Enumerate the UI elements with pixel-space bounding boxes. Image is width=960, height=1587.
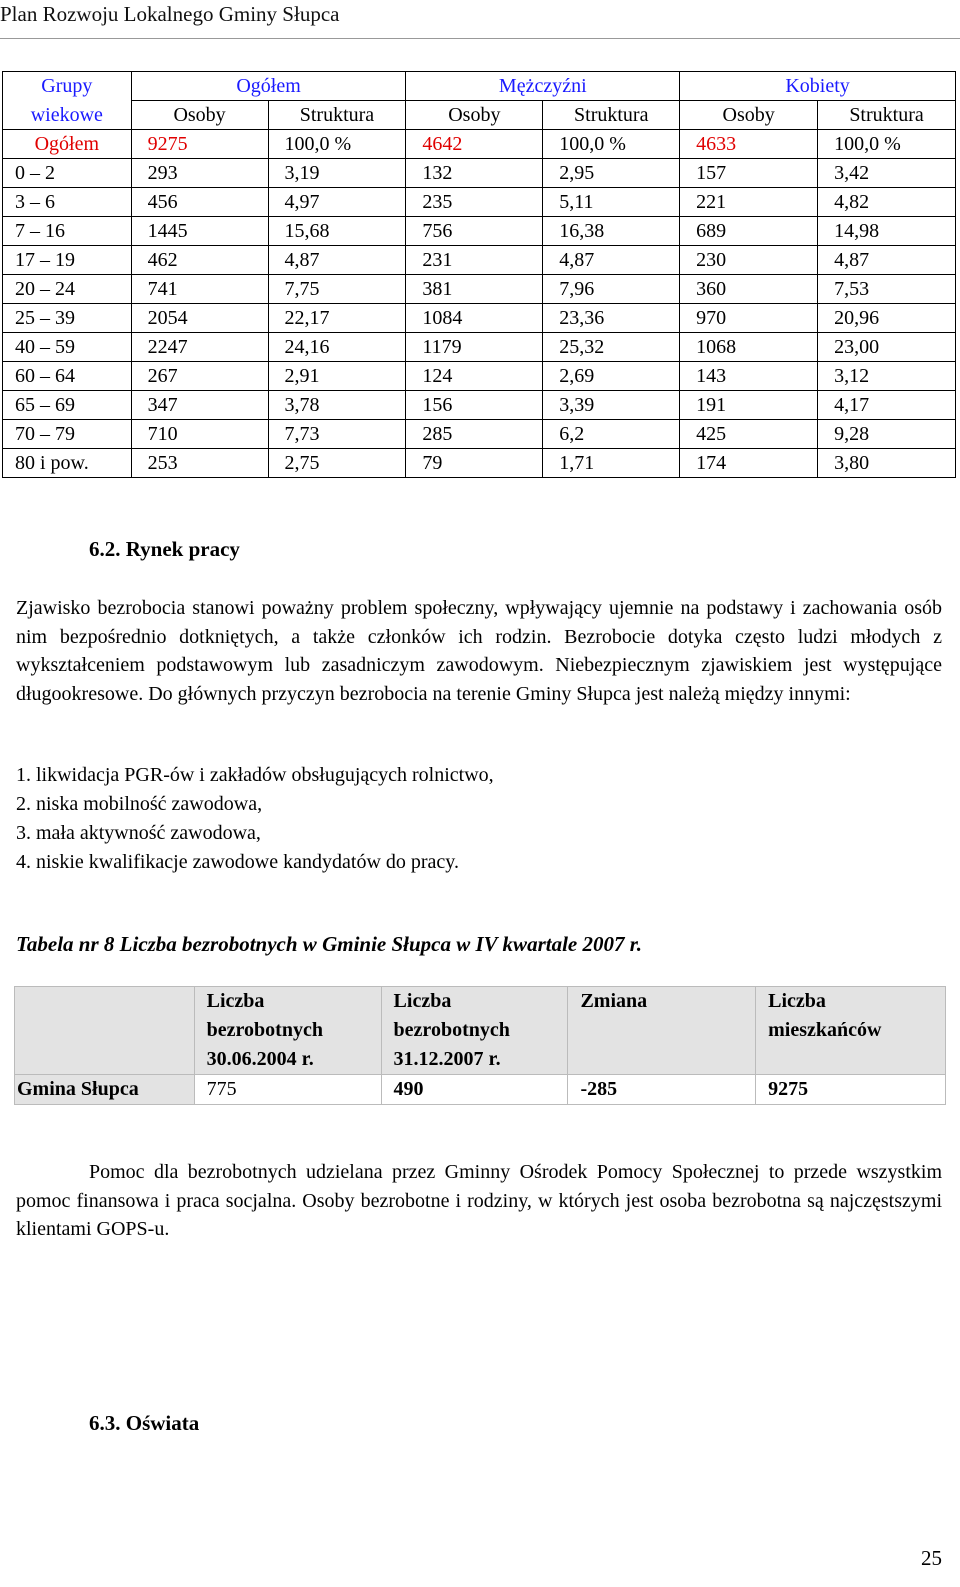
table-cell: 285 bbox=[406, 420, 543, 449]
header-cell: Struktura bbox=[818, 101, 956, 130]
list-item: 1. likwidacja PGR-ów i zakładów obsługujących rolnictwo, bbox=[16, 764, 494, 786]
table-cell: 7,75 bbox=[268, 275, 406, 304]
table-row bbox=[3, 449, 956, 478]
table-cell: 2247 bbox=[131, 333, 268, 362]
unemployment-paragraph: Zjawisko bezrobocia stanowi poważny problem społeczny, wpływający ujemnie na podstawy i zachowania osób nim bezpośrednio dotkniętych, a także członków ich rodzin. Bezrobocie dotyka często ludzi młodych z wykształceniem podstawowym lub zasadniczym zawodowym. Niebezpiecznym zjawiskiem jest występujące długookresowe. Do głównych przyczyn bezrobocia na terenie Gminy Słupca jest należą między innymi: bbox=[16, 597, 942, 705]
header-cell bbox=[15, 987, 195, 1075]
table-cell: 3,12 bbox=[818, 362, 956, 391]
causes-list bbox=[16, 761, 494, 877]
table-cell: 22,17 bbox=[268, 304, 406, 333]
table-cell: 7,96 bbox=[543, 275, 680, 304]
table-header-row-2 bbox=[3, 101, 956, 130]
table-cell: 157 bbox=[680, 159, 818, 188]
table-cell: 1445 bbox=[131, 217, 268, 246]
header-cell: Grupy bbox=[3, 72, 132, 101]
table-cell: 79 bbox=[406, 449, 543, 478]
table-cell: 24,16 bbox=[268, 333, 406, 362]
unemployment-table bbox=[14, 986, 946, 1105]
table-row bbox=[3, 362, 956, 391]
table-cell: 4642 bbox=[406, 130, 543, 159]
closing-paragraph: Pomoc dla bezrobotnych udzielana przez Gminny Ośrodek Pomocy Społecznej to przede wszystkim pomoc finansowa i praca socjalna. Osoby bezrobotne i rodziny, w których jest osoba bezrobotna są najczęstszymi klientami GOPS-u. bbox=[16, 1161, 942, 1240]
table-row bbox=[3, 333, 956, 362]
table-cell: 1,71 bbox=[543, 449, 680, 478]
table-cell: 267 bbox=[131, 362, 268, 391]
table-cell: 456 bbox=[131, 188, 268, 217]
table-cell: 425 bbox=[680, 420, 818, 449]
document-header: Plan Rozwoju Lokalnego Gminy Słupca bbox=[0, 2, 340, 26]
table-cell: 20,96 bbox=[818, 304, 956, 333]
table-cell: 3,42 bbox=[818, 159, 956, 188]
table-cell: 100,0 % bbox=[543, 130, 680, 159]
table-cell: 381 bbox=[406, 275, 543, 304]
table-cell: 3,19 bbox=[268, 159, 406, 188]
table-cell: 1084 bbox=[406, 304, 543, 333]
table-cell: 6,2 bbox=[543, 420, 680, 449]
table-cell: 40 – 59 bbox=[3, 333, 132, 362]
table-cell: 7,53 bbox=[818, 275, 956, 304]
table-cell: 25 – 39 bbox=[3, 304, 132, 333]
table-header-row-1 bbox=[3, 72, 956, 101]
table-row bbox=[3, 304, 956, 333]
table-cell: 4,82 bbox=[818, 188, 956, 217]
table-cell: 17 – 19 bbox=[3, 246, 132, 275]
page-number: 25 bbox=[921, 1546, 942, 1570]
table-cell: 2,95 bbox=[543, 159, 680, 188]
header-divider bbox=[0, 38, 960, 39]
table-cell: 2054 bbox=[131, 304, 268, 333]
table-cell: 1179 bbox=[406, 333, 543, 362]
header-cell: Ogółem bbox=[131, 72, 406, 101]
table-cell: 235 bbox=[406, 188, 543, 217]
table-row bbox=[3, 275, 956, 304]
table-cell: 462 bbox=[131, 246, 268, 275]
list-item: 3. mała aktywność zawodowa, bbox=[16, 822, 261, 844]
header-cell: Zmiana bbox=[568, 987, 756, 1075]
table-cell: 2,69 bbox=[543, 362, 680, 391]
table-cell: 4633 bbox=[680, 130, 818, 159]
header-cell: Kobiety bbox=[680, 72, 956, 101]
table-cell: 100,0 % bbox=[268, 130, 406, 159]
table-cell: Gmina Słupca bbox=[15, 1075, 195, 1105]
table-cell: 9275 bbox=[756, 1075, 946, 1105]
header-cell: wiekowe bbox=[3, 101, 132, 130]
table-cell: 9,28 bbox=[818, 420, 956, 449]
table-cell: 156 bbox=[406, 391, 543, 420]
header-cell: Struktura bbox=[268, 101, 406, 130]
table-cell: 710 bbox=[131, 420, 268, 449]
header-cell: Osoby bbox=[680, 101, 818, 130]
table-cell: 2,91 bbox=[268, 362, 406, 391]
table-cell: 191 bbox=[680, 391, 818, 420]
table-cell: 3,78 bbox=[268, 391, 406, 420]
table-cell: 2,75 bbox=[268, 449, 406, 478]
section-heading-6-3: 6.3. Oświata bbox=[89, 1411, 200, 1435]
table-cell: 231 bbox=[406, 246, 543, 275]
table-cell: 4,97 bbox=[268, 188, 406, 217]
table-row bbox=[3, 217, 956, 246]
table-cell: 70 – 79 bbox=[3, 420, 132, 449]
table-cell: 7 – 16 bbox=[3, 217, 132, 246]
unemployment-table-header bbox=[15, 987, 946, 1075]
table-row bbox=[3, 246, 956, 275]
table-cell: 4,87 bbox=[818, 246, 956, 275]
table-cell: 293 bbox=[131, 159, 268, 188]
table-cell: 221 bbox=[680, 188, 818, 217]
table-cell: 775 bbox=[194, 1075, 381, 1105]
table-cell: 360 bbox=[680, 275, 818, 304]
table-cell: 3 – 6 bbox=[3, 188, 132, 217]
header-cell: Liczba mieszkańców bbox=[756, 987, 946, 1075]
table-cell: 230 bbox=[680, 246, 818, 275]
table-cell: -285 bbox=[568, 1075, 756, 1105]
table-cell: 132 bbox=[406, 159, 543, 188]
table-cell: 124 bbox=[406, 362, 543, 391]
table-cell: 14,98 bbox=[818, 217, 956, 246]
table-cell: 25,32 bbox=[543, 333, 680, 362]
header-cell: Osoby bbox=[406, 101, 543, 130]
list-item: 2. niska mobilność zawodowa, bbox=[16, 793, 263, 815]
table-cell: 3,80 bbox=[818, 449, 956, 478]
table-cell: 23,36 bbox=[543, 304, 680, 333]
table-cell: 5,11 bbox=[543, 188, 680, 217]
table-row bbox=[3, 188, 956, 217]
table-cell: 741 bbox=[131, 275, 268, 304]
table-row bbox=[3, 159, 956, 188]
table-cell: Ogółem bbox=[3, 130, 132, 159]
table-cell: 65 – 69 bbox=[3, 391, 132, 420]
table-cell: 756 bbox=[406, 217, 543, 246]
table-caption: Tabela nr 8 Liczba bezrobotnych w Gminie Słupca w IV kwartale 2007 r. bbox=[16, 932, 642, 956]
table-cell: 20 – 24 bbox=[3, 275, 132, 304]
header-cell: Liczba bezrobotnych 31.12.2007 r. bbox=[381, 987, 568, 1075]
table-cell: 9275 bbox=[131, 130, 268, 159]
table-cell: 100,0 % bbox=[818, 130, 956, 159]
list-item: 4. niskie kwalifikacje zawodowe kandydatów do pracy. bbox=[16, 851, 459, 873]
table-cell: 4,17 bbox=[818, 391, 956, 420]
table-cell: 7,73 bbox=[268, 420, 406, 449]
table-cell: 253 bbox=[131, 449, 268, 478]
table-cell: 4,87 bbox=[543, 246, 680, 275]
table-cell: 23,00 bbox=[818, 333, 956, 362]
age-structure-table bbox=[2, 71, 956, 478]
table-cell: 80 i pow. bbox=[3, 449, 132, 478]
table-cell: 143 bbox=[680, 362, 818, 391]
table-cell: 60 – 64 bbox=[3, 362, 132, 391]
table-total-row bbox=[3, 130, 956, 159]
table-cell: 3,39 bbox=[543, 391, 680, 420]
table-cell: 347 bbox=[131, 391, 268, 420]
table-cell: 970 bbox=[680, 304, 818, 333]
table-cell: 16,38 bbox=[543, 217, 680, 246]
table-row bbox=[3, 391, 956, 420]
header-cell: Osoby bbox=[131, 101, 268, 130]
table-cell: 174 bbox=[680, 449, 818, 478]
header-cell: Liczba bezrobotnych 30.06.2004 r. bbox=[194, 987, 381, 1075]
table-row bbox=[15, 1075, 946, 1105]
table-cell: 0 – 2 bbox=[3, 159, 132, 188]
table-cell: 490 bbox=[381, 1075, 568, 1105]
header-cell: Mężczyźni bbox=[406, 72, 680, 101]
table-cell: 1068 bbox=[680, 333, 818, 362]
table-cell: 4,87 bbox=[268, 246, 406, 275]
table-row bbox=[3, 420, 956, 449]
section-heading-6-2: 6.2. Rynek pracy bbox=[89, 537, 240, 561]
table-cell: 689 bbox=[680, 217, 818, 246]
table-cell: 15,68 bbox=[268, 217, 406, 246]
header-cell: Struktura bbox=[543, 101, 680, 130]
